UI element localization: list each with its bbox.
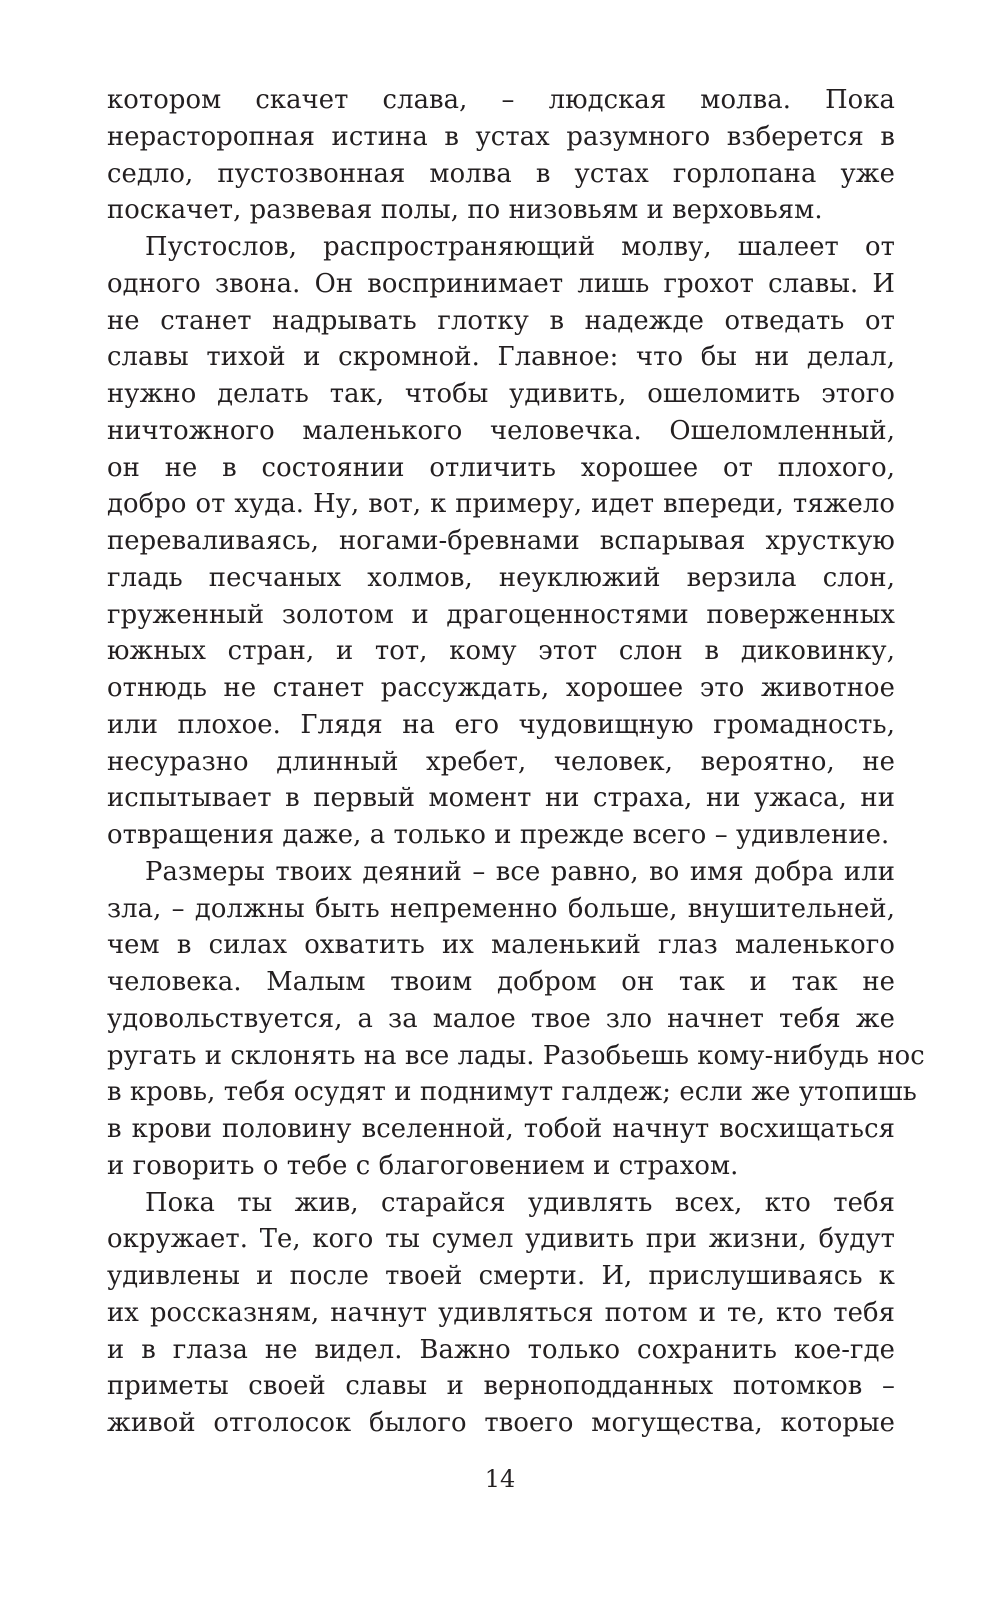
page-number: 14 — [484, 1465, 516, 1493]
text-line: чем в силах охватить их маленький глаз маленького — [107, 930, 895, 961]
text-line: южных стран, и тот, кому этот слон в диковинку, — [107, 636, 895, 667]
text-line: переваливаясь, ногами-бревнами вспарывая хрусткую — [107, 526, 895, 556]
text-line: ничтожного маленького человечка. Ошеломленный, — [107, 415, 895, 446]
text-line: Пока ты жив, старайся удивлять всех, кто тебя — [145, 1187, 895, 1218]
text-line: нерасторопная истина в устах разумного взберется в — [107, 121, 895, 152]
text-line: добро от худа. Ну, вот, к примеру, идет впереди, тяжело — [107, 489, 895, 520]
text-line: он не в состоянии отличить хорошее от плохого, — [107, 452, 895, 483]
text-line: нужно делать так, чтобы удивить, ошеломить этого — [107, 379, 895, 409]
text-line: ругать и склонять на все лады. Разобьешь кому-нибудь нос — [107, 1040, 925, 1071]
text-line: человека. Малым твоим добром он так и так не — [107, 967, 895, 997]
paragraph-3 — [107, 854, 925, 1185]
text-line: и в глаза не видел. Важно только сохранить кое-где — [107, 1334, 895, 1365]
text-line: в крови половину вселенной, тобой начнут восхищаться — [107, 1114, 895, 1144]
text-line: славы тихой и скромной. Главное: что бы ни делал, — [107, 342, 895, 373]
text-line: не станет надрывать глотку в надежде отведать от — [107, 305, 895, 336]
text-line: отнюдь не станет рассуждать, хорошее это животное — [107, 673, 895, 703]
text-line: седло, пустозвонная молва в устах горлопана уже — [107, 158, 895, 189]
text-line: поскачет, развевая полы, по низовьям и верховьям. — [107, 195, 823, 226]
text-line: их россказням, начнут удивляться потом и те, кто тебя — [107, 1297, 895, 1328]
text-line: Размеры твоих деяний – все равно, во имя добра или — [145, 856, 895, 887]
page-body — [107, 82, 925, 1442]
text-line: или плохое. Глядя на его чудовищную громадность, — [107, 709, 895, 740]
text-line: окружает. Те, кого ты сумел удивить при жизни, будут — [107, 1224, 895, 1255]
text-line: одного звона. Он воспринимает лишь грохот славы. И — [107, 268, 895, 299]
paragraph-4 — [107, 1185, 895, 1442]
text-line: приметы своей славы и верноподданных потомков – — [107, 1371, 895, 1402]
text-line: в кровь, тебя осудят и поднимут галдеж; если же утопишь — [107, 1077, 917, 1108]
paragraph-2 — [107, 229, 895, 854]
paragraph-1 — [107, 82, 895, 229]
text-line: испытывает в первый момент ни страха, ни ужаса, ни — [107, 783, 895, 814]
text-line: котором скачет слава, – людская молва. Пока — [107, 85, 895, 115]
text-line: Пустослов, распространяющий молву, шалеет от — [145, 232, 895, 262]
text-line: живой отголосок былого твоего могущества, которые — [107, 1408, 895, 1438]
text-line: несуразно длинный хребет, человек, вероятно, не — [107, 746, 895, 777]
text-line: отвращения даже, а только и прежде всего – удивление. — [107, 820, 890, 850]
text-line: удивлены и после твоей смерти. И, прислушиваясь к — [107, 1261, 895, 1291]
text-line: груженный золотом и драгоценностями поверженных — [107, 599, 895, 630]
text-line: и говорить о тебе с благоговением и страхом. — [107, 1150, 739, 1181]
text-line: зла, – должны быть непременно больше, внушительней, — [107, 893, 895, 924]
text-line: гладь песчаных холмов, неуклюжий верзила слон, — [107, 562, 895, 593]
text-line: удовольствуется, а за малое твое зло начнет тебя же — [107, 1003, 895, 1034]
